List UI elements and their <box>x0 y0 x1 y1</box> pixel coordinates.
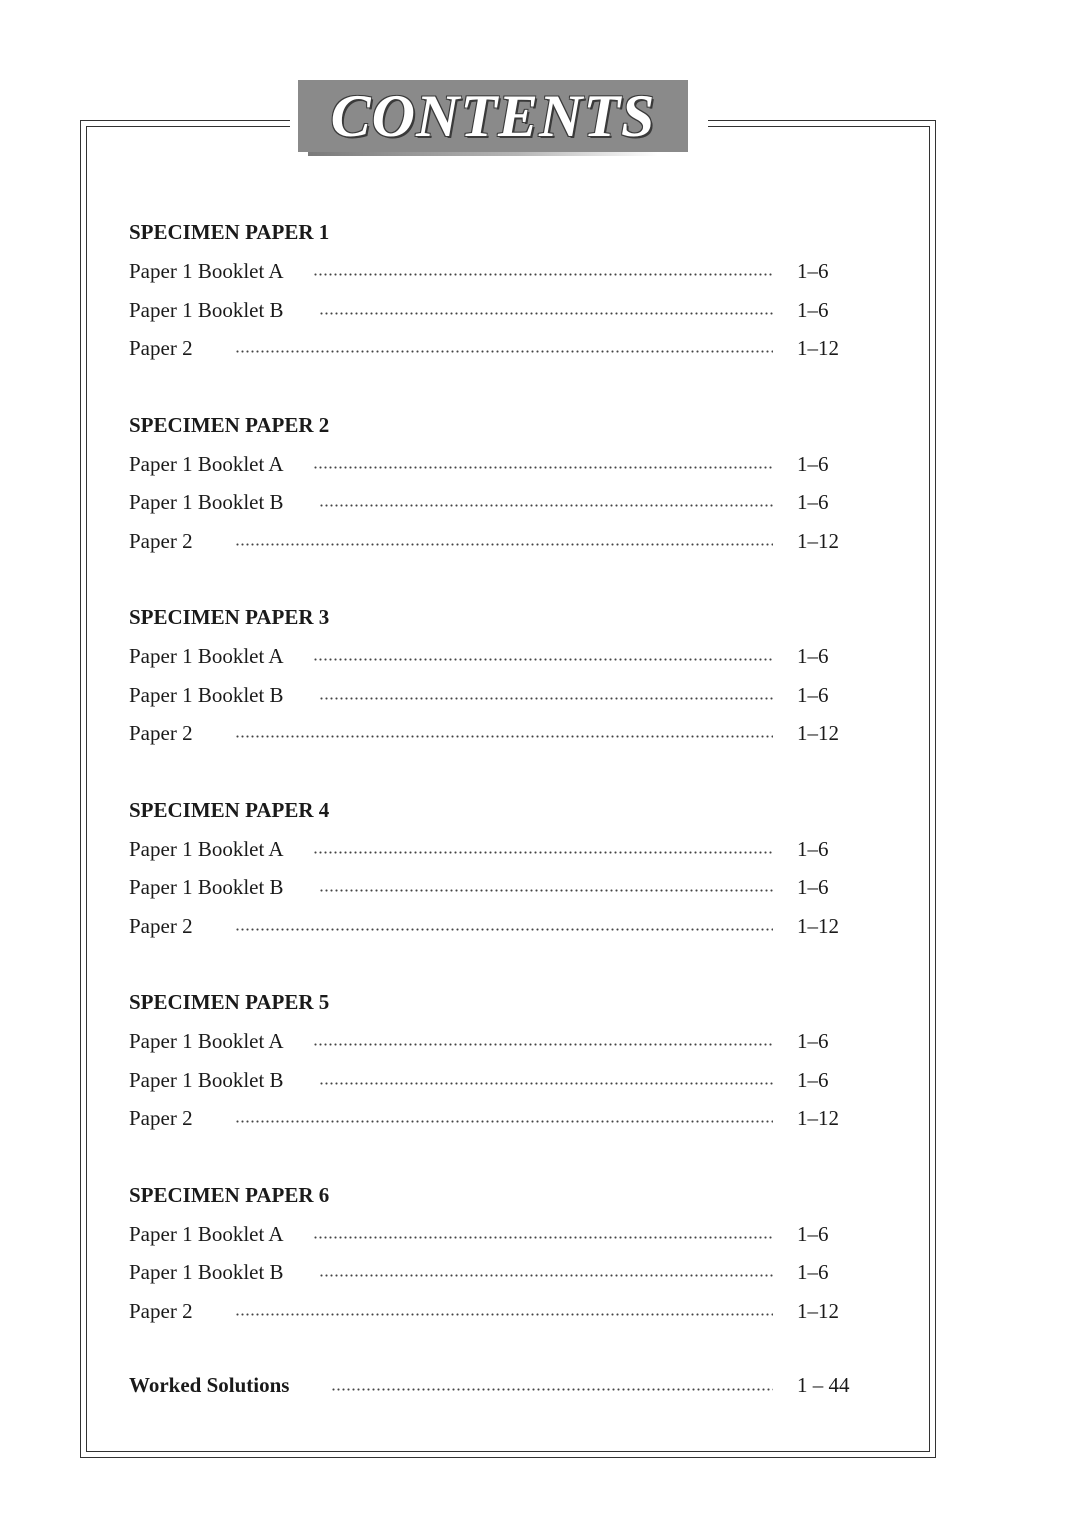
entry-label: Paper 1 Booklet B <box>129 1253 290 1291</box>
entry-pages: 1–12 <box>797 913 839 938</box>
entry-pages: 1–12 <box>797 528 839 553</box>
entry-pages: 1–6 <box>797 1029 829 1053</box>
dot-leader <box>235 735 773 738</box>
entry-label: Paper 1 Booklet B <box>129 868 290 906</box>
entry-pages: 1–6 <box>797 490 829 514</box>
entry-label: Paper 1 Booklet A <box>129 637 290 675</box>
entry-pages: 1–6 <box>797 259 829 283</box>
entry-label: Paper 1 Booklet B <box>129 291 290 329</box>
entry-pages: 1–6 <box>797 1067 829 1092</box>
toc-entry[interactable] <box>129 1099 869 1138</box>
section-title: SPECIMEN PAPER 2 <box>129 412 330 437</box>
entry-label: Paper 1 Booklet A <box>129 830 290 868</box>
dot-leader <box>235 928 773 931</box>
toc-section <box>129 212 869 368</box>
entry-label: Paper 1 Booklet B <box>129 676 290 714</box>
entry-pages: 1–12 <box>797 1298 839 1323</box>
entry-label: Paper 1 Booklet A <box>129 1215 290 1253</box>
toc-entry[interactable] <box>129 1022 869 1061</box>
toc-entry[interactable] <box>129 868 869 907</box>
toc-entry[interactable] <box>129 252 869 291</box>
entry-label: Paper 1 Booklet B <box>129 1061 290 1099</box>
entry-label: Paper 2 <box>129 1292 199 1330</box>
toc-entry[interactable] <box>129 637 869 676</box>
toc-section <box>129 790 869 946</box>
entry-pages: 1–6 <box>797 682 829 707</box>
dot-leader <box>319 1274 773 1277</box>
entry-label: Paper 2 <box>129 329 199 367</box>
entry-label: Paper 1 Booklet A <box>129 1022 290 1060</box>
toc-entry[interactable] <box>129 676 869 715</box>
dot-leader <box>235 543 773 546</box>
toc-section <box>129 982 869 1138</box>
banner-box <box>298 80 688 152</box>
toc-entry[interactable] <box>129 1253 869 1292</box>
entry-pages: 1–12 <box>797 336 839 360</box>
dot-leader <box>313 851 773 854</box>
entry-label: Paper 1 Booklet B <box>129 483 290 521</box>
entry-pages: 1–6 <box>797 1221 829 1246</box>
section-title: SPECIMEN PAPER 5 <box>129 990 330 1014</box>
toc-entry[interactable] <box>129 1061 869 1100</box>
section-title: SPECIMEN PAPER 3 <box>129 605 330 629</box>
contents-banner <box>290 72 708 164</box>
dot-leader <box>313 658 773 661</box>
dot-leader <box>235 1313 773 1316</box>
entry-pages: 1–6 <box>797 1260 829 1284</box>
dot-leader <box>235 350 773 353</box>
section-title: SPECIMEN PAPER 4 <box>129 797 330 822</box>
entry-label: Paper 2 <box>129 1099 199 1137</box>
toc-entry[interactable] <box>129 1215 869 1254</box>
entry-pages: 1–6 <box>797 875 829 899</box>
dot-leader <box>235 1120 773 1123</box>
toc-entry[interactable] <box>129 522 869 561</box>
dot-leader <box>313 1236 773 1239</box>
toc-entry[interactable] <box>129 830 869 869</box>
section-title: SPECIMEN PAPER 1 <box>129 220 330 244</box>
page-title: CONTENTS <box>330 82 656 149</box>
section-title: SPECIMEN PAPER 6 <box>129 1182 330 1207</box>
toc-entry[interactable] <box>129 329 869 368</box>
entry-pages: 1–12 <box>797 1106 839 1130</box>
dot-leader <box>319 1082 773 1085</box>
entry-label: Paper 1 Booklet A <box>129 445 290 483</box>
entry-label: Worked Solutions <box>129 1373 290 1397</box>
dot-leader <box>319 889 773 892</box>
dot-leader <box>313 1043 773 1046</box>
toc-entry[interactable] <box>129 714 869 753</box>
toc-entry[interactable] <box>129 483 869 522</box>
dot-leader <box>319 697 773 700</box>
entry-pages: 1–6 <box>797 644 829 668</box>
toc-section <box>129 405 869 561</box>
dot-leader <box>331 1388 773 1391</box>
entry-pages: 1 – 44 <box>797 1373 850 1397</box>
entry-label: Paper 1 Booklet A <box>129 252 290 290</box>
entry-pages: 1–6 <box>797 451 829 476</box>
dot-leader <box>313 466 773 469</box>
dot-leader <box>319 504 773 507</box>
toc-entry-worked-solutions[interactable] <box>129 1365 869 1405</box>
toc-entry[interactable] <box>129 291 869 330</box>
table-of-contents <box>129 212 869 1405</box>
entry-pages: 1–6 <box>797 836 829 861</box>
toc-entry[interactable] <box>129 445 869 484</box>
entry-pages: 1–12 <box>797 721 839 745</box>
toc-entry[interactable] <box>129 1292 869 1331</box>
entry-label: Paper 2 <box>129 907 199 945</box>
dot-leader <box>313 273 773 276</box>
entry-label: Paper 2 <box>129 522 199 560</box>
entry-label: Paper 2 <box>129 714 199 752</box>
toc-entry[interactable] <box>129 907 869 946</box>
entry-pages: 1–6 <box>797 297 829 322</box>
toc-section <box>129 1175 869 1331</box>
dot-leader <box>319 312 773 315</box>
toc-section <box>129 597 869 753</box>
